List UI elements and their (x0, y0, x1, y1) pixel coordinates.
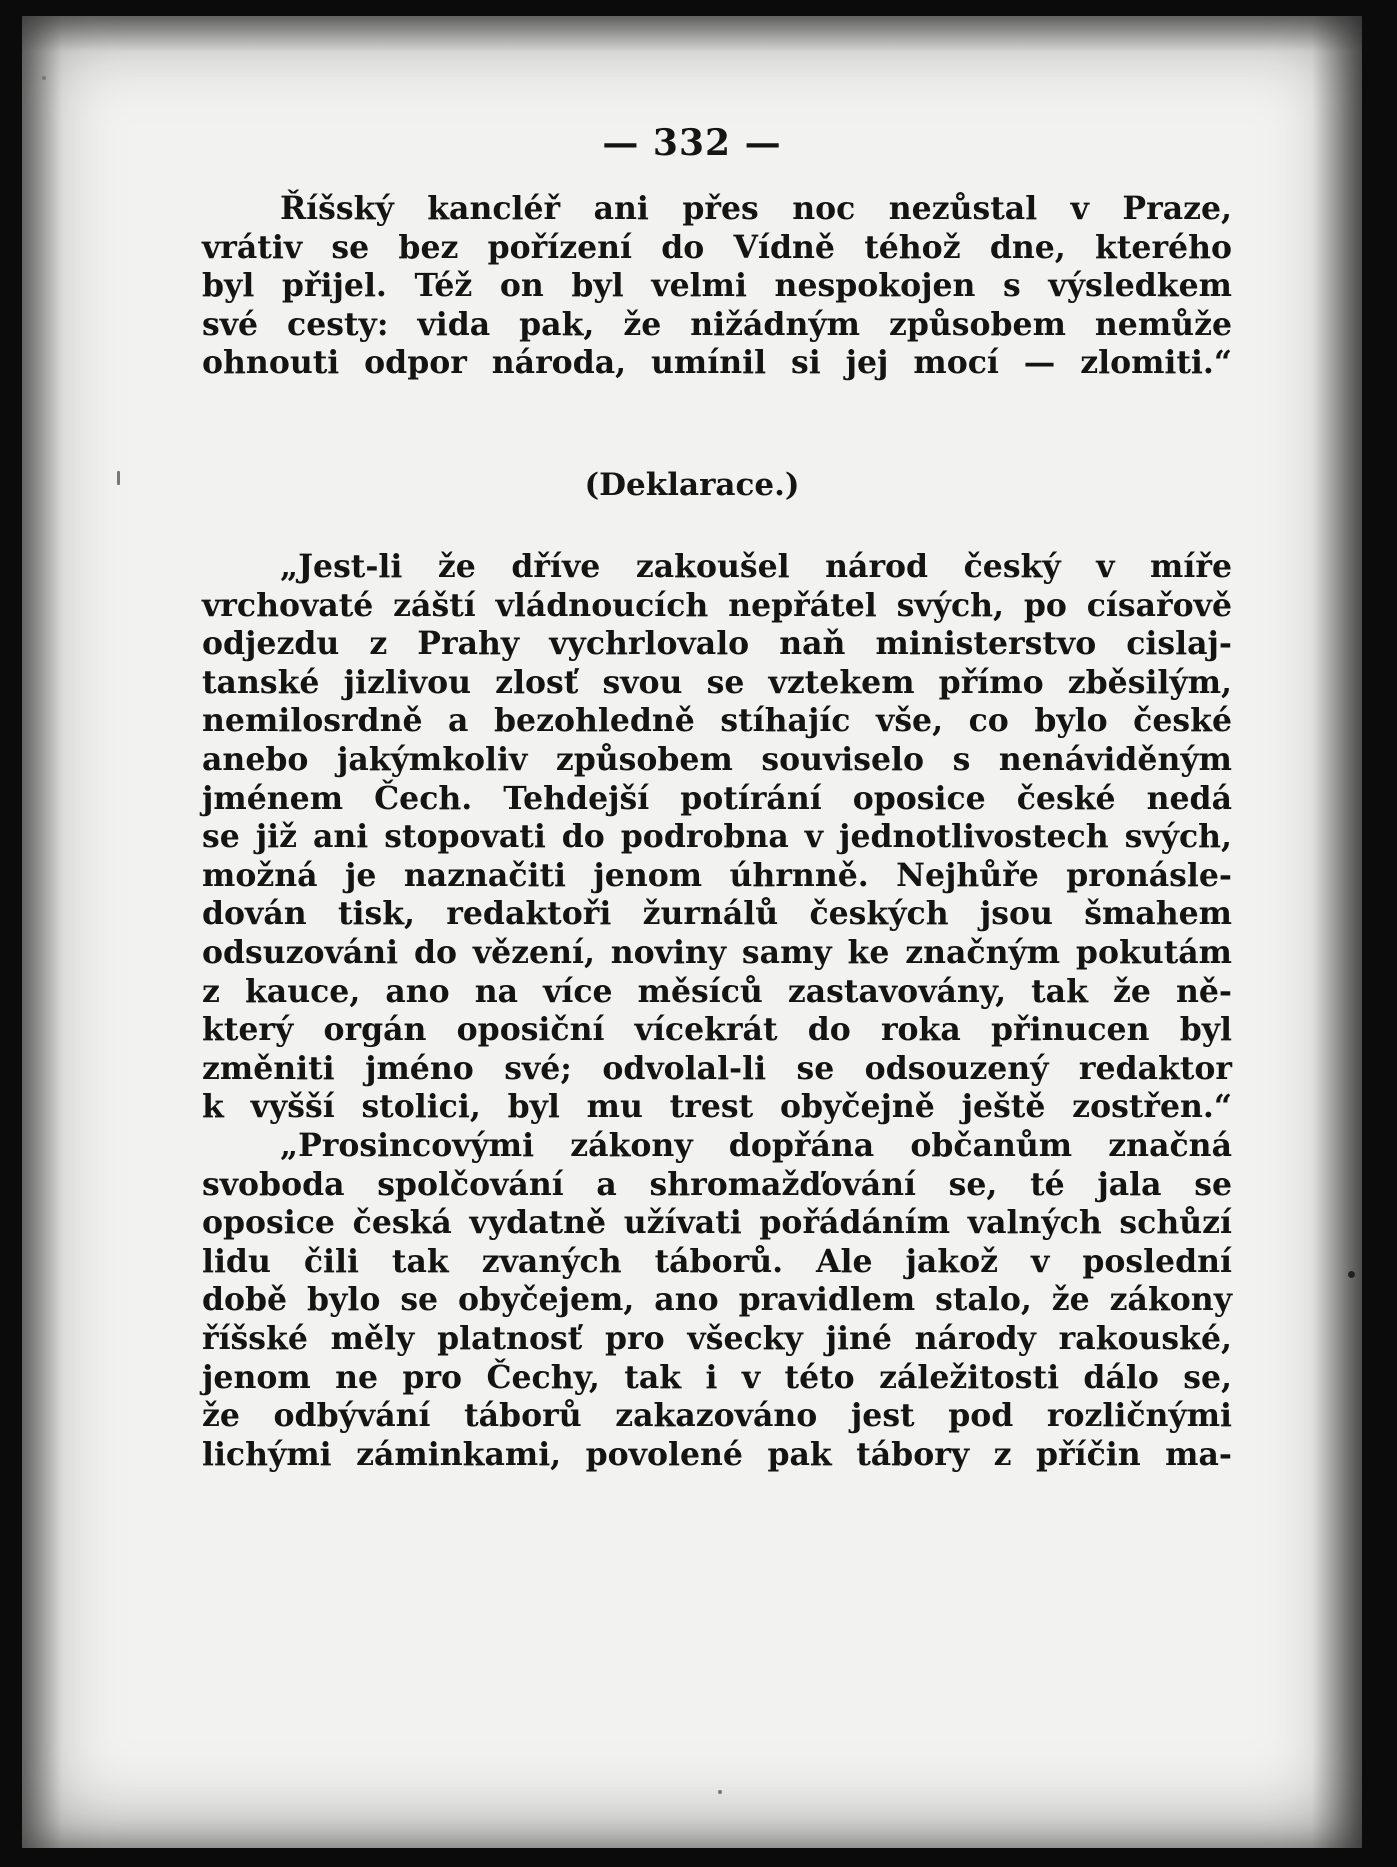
text-line: své cesty: vida pak, že nižádným způsobem nemůže (202, 305, 1232, 343)
text-line: nemilosrdně a bezohledně stíhajíc vše, co bylo české (202, 702, 1232, 740)
page-shadow-right (1312, 16, 1362, 1848)
text-line: odsuzováni do vězení, noviny samy ke značným pokutám (202, 933, 1232, 971)
text-line: odjezdu z Prahy vychrlovalo naň ministerstvo cislaj- (202, 625, 1232, 663)
paragraph-3 (202, 1127, 1232, 1474)
text-line: jménem Čech. Tehdejší potírání oposice české nedá (202, 779, 1232, 817)
text-line: se již ani stopovati do podrobna v jednotlivostech svých, (202, 818, 1232, 856)
text-line: Říšský kancléř ani přes noc nezůstal v Praze, (280, 190, 1232, 227)
text-line: anebo jakýmkoliv způsobem souviselo s nenáviděným (202, 740, 1232, 778)
text-line: změniti jméno své; odvolal-li se odsouzený redaktor (202, 1049, 1232, 1087)
text-line: možná je naznačiti jenom úhrnně. Nejhůře pronásle- (202, 856, 1232, 894)
text-line: lichými záminkami, povolené pak tábory z příčin ma- (202, 1435, 1232, 1473)
paragraph-1 (202, 190, 1232, 383)
text-line: „Jest-li že dříve zakoušel národ český v míře (280, 548, 1232, 585)
page-shadow-top (22, 16, 1362, 52)
book-page (22, 16, 1362, 1848)
page-shadow-left (22, 16, 62, 1848)
text-line: k vyšší stolici, byl mu trest obyčejně ještě zostřen.“ (202, 1088, 1232, 1126)
text-line: ohnouti odpor národa, umínil si jej mocí — zlomiti.“ (202, 344, 1232, 382)
text-line: lidu čili tak zvaných táborů. Ale jakož v poslední (202, 1242, 1232, 1280)
text-line: jenom ne pro Čechy, tak i v této záležitosti dálo se, (202, 1358, 1232, 1396)
text-line: který orgán oposiční vícekrát do roka přinucen byl (202, 1011, 1232, 1049)
scan-speck (718, 1790, 722, 1794)
text-line: z kauce, ano na více měsíců zastavovány, tak že ně- (202, 972, 1232, 1010)
text-line: oposice česká vydatně užívati pořádáním valných schůzí (202, 1204, 1232, 1242)
text-line: byl přijel. Též on byl velmi nespokojen s výsledkem (202, 267, 1232, 305)
text-line: tanské jizlivou zlosť svou se vztekem přímo zběsilým, (202, 663, 1232, 701)
text-line: vrátiv se bez pořízení do Vídně téhož dne, kterého (202, 228, 1232, 266)
text-line: že odbývání táborů zakazováno jest pod rozličnými (202, 1397, 1232, 1435)
text-line: říšské měly platnosť pro všecky jiné národy rakouské, (202, 1319, 1232, 1357)
text-line: „Prosincovými zákony dopřána občanům značná (280, 1127, 1232, 1164)
text-line: vrchovaté záští vládnoucích nepřátel svých, po císařově (202, 586, 1232, 624)
scan-speck (42, 76, 46, 80)
scan-speck (1348, 1271, 1355, 1278)
text-line: svoboda spolčování a shromažďování se, té jala se (202, 1165, 1232, 1203)
paragraph-2 (202, 548, 1232, 1127)
page-number: — 332 — (602, 122, 782, 164)
text-line: době bylo se obyčejem, ano pravidlem stalo, že zákony (202, 1281, 1232, 1319)
section-heading: (Deklarace.) (584, 467, 800, 503)
text-line: dován tisk, redaktoři žurnálů českých jsou šmahem (202, 895, 1232, 933)
